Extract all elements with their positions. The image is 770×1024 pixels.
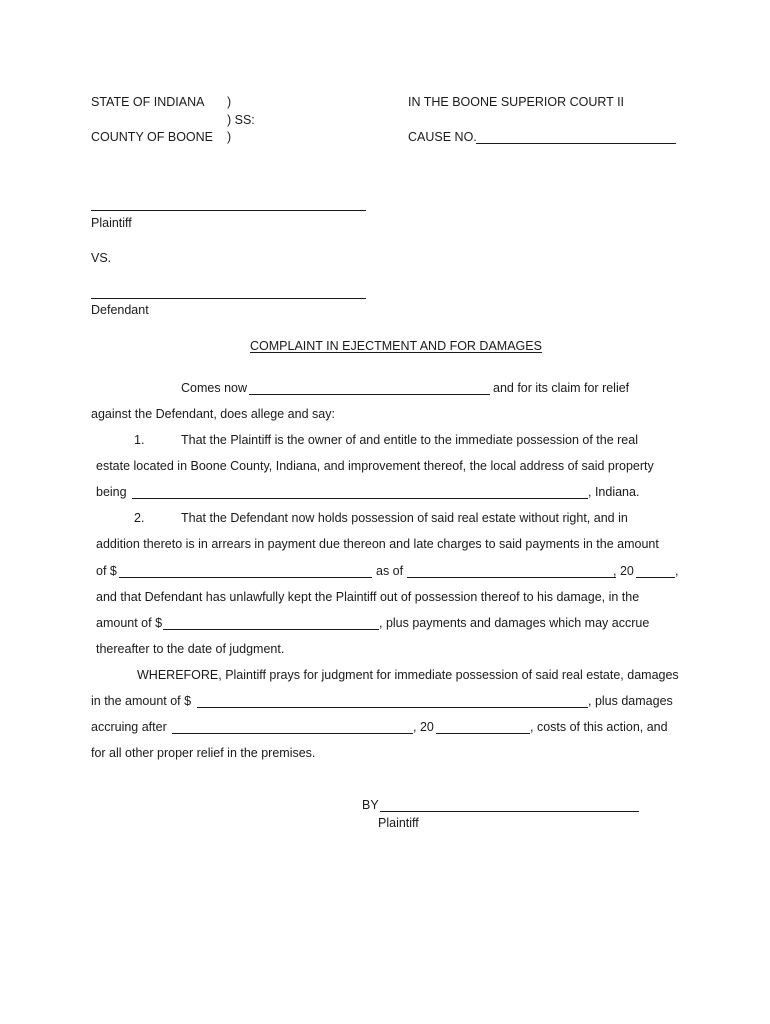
paragraph-1-line-1: That the Plaintiff is the owner of and entitle to the immediate possession of the real — [181, 433, 638, 447]
judgment-amount-field[interactable] — [197, 707, 588, 708]
court-name: IN THE BOONE SUPERIOR COURT II — [408, 95, 625, 109]
county-label: COUNTY OF BOONE — [91, 130, 214, 144]
wherefore-line-4: for all other proper relief in the premises. — [91, 746, 316, 760]
accrual-date-field[interactable] — [172, 733, 413, 734]
paragraph-1-line-2: estate located in Boone County, Indiana, and improvement thereof, the local address of said property — [96, 459, 654, 473]
arrears-date-field[interactable] — [407, 577, 616, 578]
paragraph-2-line-2: addition thereto is in arrears in payment due thereon and late charges to said payments in the amount — [96, 537, 659, 551]
cause-no-label: CAUSE NO. — [408, 130, 477, 144]
wherefore-amount-of: in the amount of $ — [91, 694, 192, 708]
intro-claim-text: and for its claim for relief — [493, 381, 630, 395]
document-title: COMPLAINT IN EJECTMENT AND FOR DAMAGES — [250, 339, 542, 353]
signature-by-label: BY — [362, 798, 379, 812]
paragraph-2-line-1: That the Defendant now holds possession of said real estate without right, and in — [181, 511, 628, 525]
caption-paren-1: ) — [227, 95, 232, 109]
paragraph-1-being: being — [96, 485, 127, 499]
damage-amount-field[interactable] — [163, 629, 379, 630]
arrears-amount-field[interactable] — [119, 577, 372, 578]
caption-ss: ) SS: — [227, 113, 255, 127]
paragraph-2-comma: , — [675, 564, 679, 578]
wherefore-costs: , costs of this action, and — [530, 720, 668, 734]
comes-now-name-field[interactable] — [249, 394, 490, 395]
intro-comes-now: Comes now — [181, 381, 247, 395]
paragraph-2-plus-payments: , plus payments and damages which may accrue — [379, 616, 650, 630]
signature-field[interactable] — [380, 811, 639, 812]
paragraph-2-of-dollar: of $ — [96, 564, 117, 578]
paragraph-2-line-6: thereafter to the date of judgment. — [96, 642, 285, 656]
wherefore-accruing-after: accruing after — [91, 720, 167, 734]
caption-paren-3: ) — [227, 130, 232, 144]
arrears-year-field[interactable] — [636, 577, 675, 578]
wherefore-plus-damages: , plus damages — [588, 694, 673, 708]
wherefore-line-1: WHEREFORE, Plaintiff prays for judgment for immediate possession of said real estate, damages — [137, 668, 679, 682]
paragraph-2-line-4: and that Defendant has unlawfully kept the Plaintiff out of possession thereof to his damage, in the — [96, 590, 640, 604]
cause-no-field[interactable] — [476, 143, 676, 144]
plaintiff-name-field[interactable] — [91, 210, 366, 211]
paragraph-2-as-of: as of — [376, 564, 404, 578]
vs-label: VS. — [91, 251, 112, 265]
paragraph-2-twenty: , 20 — [613, 564, 634, 578]
plaintiff-label: Plaintiff — [91, 216, 132, 230]
wherefore-twenty: , 20 — [413, 720, 434, 734]
defendant-label: Defendant — [91, 303, 149, 317]
paragraph-1-indiana: , Indiana. — [588, 485, 640, 499]
accrual-year-field[interactable] — [436, 733, 530, 734]
paragraph-2-amount-of: amount of $ — [96, 616, 163, 630]
signature-plaintiff-label: Plaintiff — [378, 816, 419, 830]
intro-line-2: against the Defendant, does allege and say: — [91, 407, 335, 421]
property-address-field[interactable] — [132, 498, 588, 499]
defendant-name-field[interactable] — [91, 298, 366, 299]
paragraph-1-number: 1. — [134, 433, 145, 447]
state-label: STATE OF INDIANA — [91, 95, 205, 109]
paragraph-2-number: 2. — [134, 511, 145, 525]
